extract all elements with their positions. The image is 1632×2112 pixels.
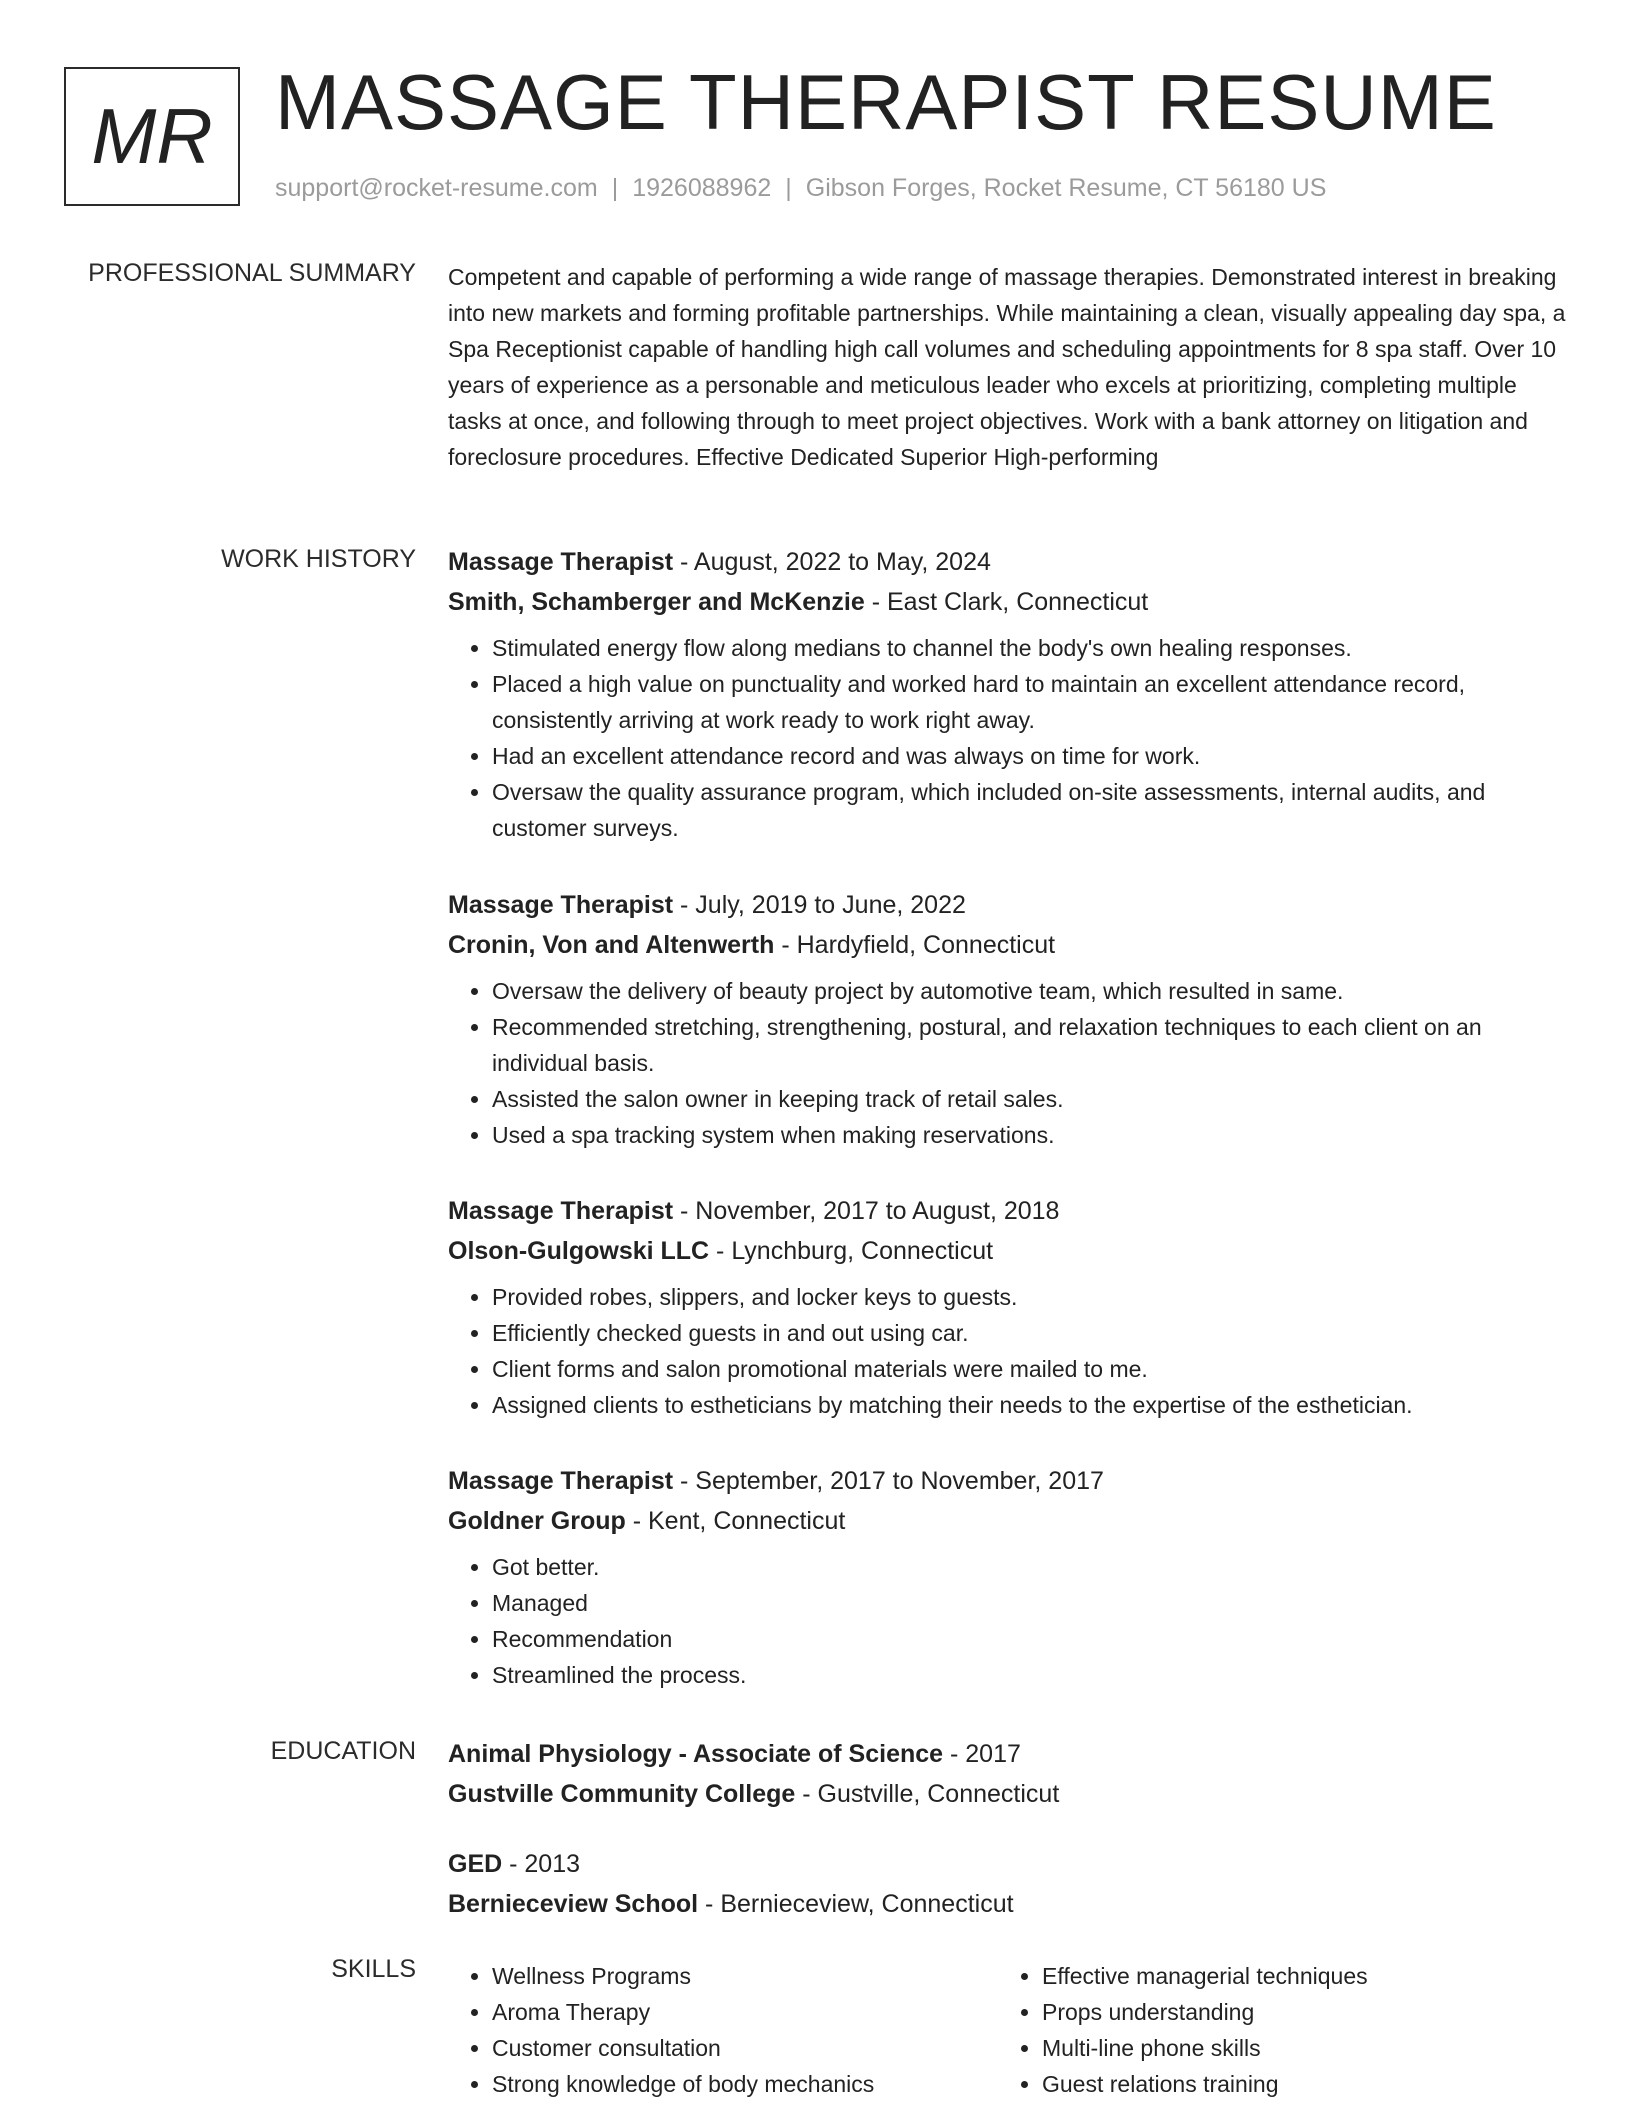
skill-item: • Guest relations training <box>1042 2066 1548 2102</box>
job-company: Cronin, Von and Altenwerth <box>448 931 775 959</box>
job-bullets <box>448 973 1568 1153</box>
job-entry <box>448 1191 1568 1423</box>
summary-text: Competent and capable of performing a wide range of massage therapies. Demonstrated interest in breaking into new markets and forming profitable partnerships. While maintaining a clean, visually appealing day spa, a Spa Receptionist capable of handling high call volumes and scheduling appointments for 8 spa staff. Over 10 years of experience as a personable and meticulous leader who excels at prioritizing, completing multiple tasks at once, and following through to meet project objectives. Work with a bank attorney on litigation and foreclosure procedures. Effective Dedicated Superior High-performing <box>448 264 1566 470</box>
job-dates: - July, 2019 to June, 2022 <box>673 891 966 919</box>
job-company-line <box>448 582 1568 622</box>
education-year: - 2013 <box>502 1850 581 1878</box>
job-bullet: • Used a spa tracking system when making reservations. <box>492 1117 1568 1153</box>
education-degree: Animal Physiology - Associate of Science <box>448 1740 944 1768</box>
education-school-line <box>448 1884 1568 1924</box>
contact-line <box>275 174 1326 203</box>
job-bullet: • Assigned clients to estheticians by matching their needs to the expertise of the esthetician. <box>492 1387 1568 1423</box>
contact-email[interactable]: support@rocket-resume.com <box>275 174 598 202</box>
monogram-initials: MR <box>91 92 213 180</box>
job-bullets <box>448 1549 1568 1693</box>
skill-item: • Multi-line phone skills <box>1042 2030 1548 2066</box>
job-bullet: • Efficiently checked guests in and out using car. <box>492 1315 1568 1351</box>
skill-item: • Effective managerial techniques <box>1042 1958 1548 1994</box>
education-school: Bernieceview School <box>448 1890 699 1918</box>
job-title-line <box>448 1191 1568 1231</box>
education-entry <box>448 1734 1568 1814</box>
job-dates: - August, 2022 to May, 2024 <box>673 548 991 576</box>
job-company-line <box>448 925 1568 965</box>
job-entry <box>448 885 1568 1153</box>
education-school: Gustville Community College <box>448 1780 796 1808</box>
job-bullet: • Placed a high value on punctuality and worked hard to maintain an excellent attendance record, consistently arriving at work ready to work right away. <box>492 666 1568 738</box>
job-location: - Hardyfield, Connecticut <box>774 931 1056 959</box>
job-bullet: • Managed <box>492 1585 1568 1621</box>
job-bullet: • Recommended stretching, strengthening, postural, and relaxation techniques to each client on an individual basis. <box>492 1009 1568 1081</box>
section-label-education: EDUCATION <box>270 1737 416 1765</box>
job-bullet: • Provided robes, slippers, and locker keys to guests. <box>492 1279 1568 1315</box>
job-title: Massage Therapist <box>448 1467 674 1495</box>
job-company-line <box>448 1501 1568 1541</box>
summary-section <box>448 259 1568 475</box>
education-school-line <box>448 1774 1568 1814</box>
job-bullet: • Had an excellent attendance record and was always on time for work. <box>492 738 1568 774</box>
skills-bullets <box>998 1958 1548 2102</box>
job-dates: - November, 2017 to August, 2018 <box>673 1197 1060 1225</box>
skill-item: • Customer consultation <box>492 2030 998 2066</box>
education-location: - Bernieceview, Connecticut <box>698 1890 1014 1918</box>
job-company: Olson-Gulgowski LLC <box>448 1237 710 1265</box>
job-title-line <box>448 542 1568 582</box>
skill-item: • Aroma Therapy <box>492 1994 998 2030</box>
contact-separator: | <box>785 174 792 202</box>
job-entry <box>448 1461 1568 1693</box>
education-location: - Gustville, Connecticut <box>795 1780 1060 1808</box>
skill-item: • Strong knowledge of body mechanics <box>492 2066 998 2102</box>
job-company: Smith, Schamberger and McKenzie <box>448 588 865 616</box>
education-entry <box>448 1844 1568 1924</box>
education-year: - 2017 <box>943 1740 1021 1768</box>
job-bullet: • Got better. <box>492 1549 1568 1585</box>
job-bullet: • Oversaw the quality assurance program, which included on-site assessments, internal audits, and customer surveys. <box>492 774 1568 846</box>
skills-list <box>448 1958 1568 2102</box>
skills-bullets <box>448 1958 998 2102</box>
job-bullet: • Streamlined the process. <box>492 1657 1568 1693</box>
job-location: - Kent, Connecticut <box>625 1507 846 1535</box>
skills-column-left <box>448 1958 998 2102</box>
section-label-summary: PROFESSIONAL SUMMARY <box>88 259 416 287</box>
education-degree: GED <box>448 1850 503 1878</box>
section-label-skills: SKILLS <box>331 1955 416 1983</box>
job-company-line <box>448 1231 1568 1271</box>
skill-item: • Props understanding <box>1042 1994 1548 2030</box>
job-title-line <box>448 885 1568 925</box>
monogram-box <box>64 67 240 206</box>
job-title-line <box>448 1461 1568 1501</box>
job-bullet: • Stimulated energy flow along medians to channel the body's own healing responses. <box>492 630 1568 666</box>
job-dates: - September, 2017 to November, 2017 <box>673 1467 1104 1495</box>
resume-title: MASSAGE THERAPIST RESUME <box>275 58 1497 146</box>
skills-column-right <box>998 1958 1548 2102</box>
job-location: - Lynchburg, Connecticut <box>709 1237 994 1265</box>
contact-phone[interactable]: 1926088962 <box>632 174 772 202</box>
job-bullet: • Client forms and salon promotional materials were mailed to me. <box>492 1351 1568 1387</box>
job-title: Massage Therapist <box>448 548 674 576</box>
job-location: - East Clark, Connecticut <box>864 588 1149 616</box>
education-degree-line <box>448 1844 1568 1884</box>
job-bullet: • Assisted the salon owner in keeping track of retail sales. <box>492 1081 1568 1117</box>
education-degree-line <box>448 1734 1568 1774</box>
job-title: Massage Therapist <box>448 1197 674 1225</box>
job-bullets <box>448 630 1568 846</box>
section-label-work-history: WORK HISTORY <box>221 545 416 573</box>
contact-separator: | <box>611 174 619 202</box>
job-entry <box>448 542 1568 846</box>
contact-address: Gibson Forges, Rocket Resume, CT 56180 US <box>805 174 1327 202</box>
skill-item: • Wellness Programs <box>492 1958 998 1994</box>
job-bullets <box>448 1279 1568 1423</box>
job-title: Massage Therapist <box>448 891 674 919</box>
job-bullet: • Recommendation <box>492 1621 1568 1657</box>
job-bullet: • Oversaw the delivery of beauty project by automotive team, which resulted in same. <box>492 973 1568 1009</box>
job-company: Goldner Group <box>448 1507 626 1535</box>
